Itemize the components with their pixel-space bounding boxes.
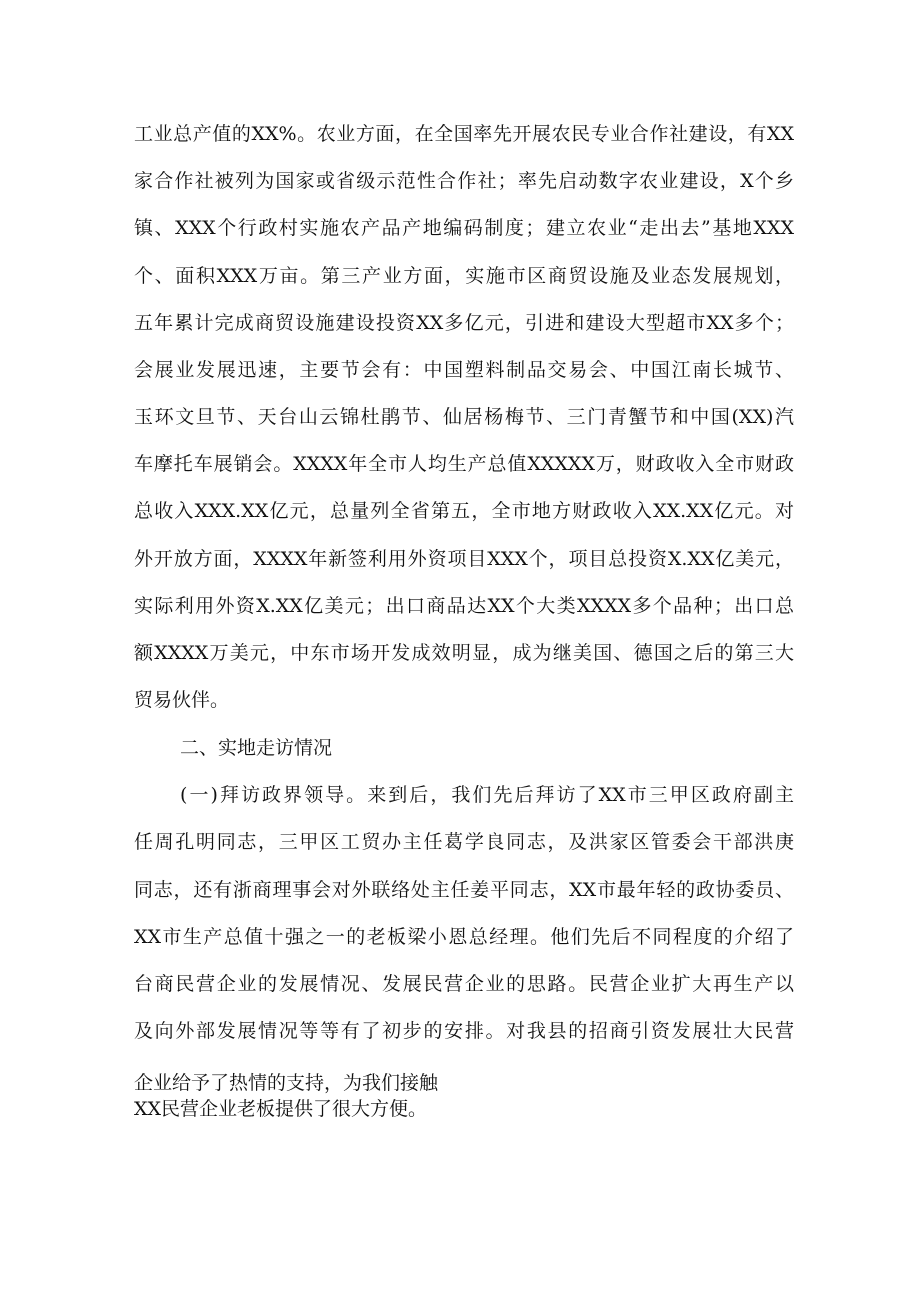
text-line: 任周孔明同志，三甲区工贸办主任葛学良同志，及洪家区管委会干部洪庚 [134, 831, 794, 853]
text-line: 总收入XXX.XX亿元，总量列全省第五，全市地方财政收入XX.XX亿元。对 [134, 500, 794, 522]
section-heading: 二、实地走访情况 [180, 737, 333, 759]
text-line: 工业总产值的XX%。农业方面，在全国率先开展农民专业合作社建设，有XX [134, 123, 794, 145]
text-line: 镇、XXX个行政村实施农产品产地编码制度；建立农业“走出去”基地XXX [134, 217, 794, 239]
text-line: 同志，还有浙商理事会对外联络处主任姜平同志，XX市最年轻的政协委员、 [134, 879, 794, 901]
text-line: 会展业发展迅速，主要节会有：中国塑料制品交易会、中国江南长城节、 [134, 359, 794, 381]
text-line: 个、面积XXX万亩。第三产业方面，实施市区商贸设施及业态发展规划， [134, 265, 794, 287]
trailing-text-line: XX民营企业老板提供了很大方便。 [134, 1098, 428, 1120]
text-line: 外开放方面，XXXX年新签利用外资项目XXX个，项目总投资X.XX亿美元， [134, 548, 794, 570]
text-line: 五年累计完成商贸设施建设投资XX多亿元，引进和建设大型超市XX多个； [134, 312, 794, 334]
text-line: 贸易伙伴。 [134, 689, 230, 711]
text-line: 及向外部发展情况等等有了初步的安排。对我县的招商引资发展壮大民营 [134, 1020, 794, 1042]
text-line: (一)拜访政界领导。来到后，我们先后拜访了XX市三甲区政府副主 [180, 784, 794, 806]
text-line: 实际利用外资X.XX亿美元；出口商品达XX个大类XXXX多个品种；出口总 [134, 595, 794, 617]
text-line: 车摩托车展销会。XXXX年全市人均生产总值XXXXX万，财政收入全市财政 [134, 453, 794, 475]
text-line: 额XXXX万美元，中东市场开发成效明显，成为继美国、德国之后的第三大 [134, 642, 794, 664]
text-line: 台商民营企业的发展情况、发展民营企业的思路。民营企业扩大再生产以 [134, 973, 794, 995]
text-line: 家合作社被列为国家或省级示范性合作社；率先启动数字农业建设，X个乡 [134, 170, 794, 192]
text-line: 玉环文旦节、天台山云锦杜鹃节、仙居杨梅节、三门青蟹节和中国(XX)汽 [134, 406, 794, 428]
text-line: 企业给予了热情的支持，为我们接触 [134, 1072, 439, 1094]
text-line: XX市生产总值十强之一的老板梁小恩总经理。他们先后不同程度的介绍了 [134, 926, 794, 948]
